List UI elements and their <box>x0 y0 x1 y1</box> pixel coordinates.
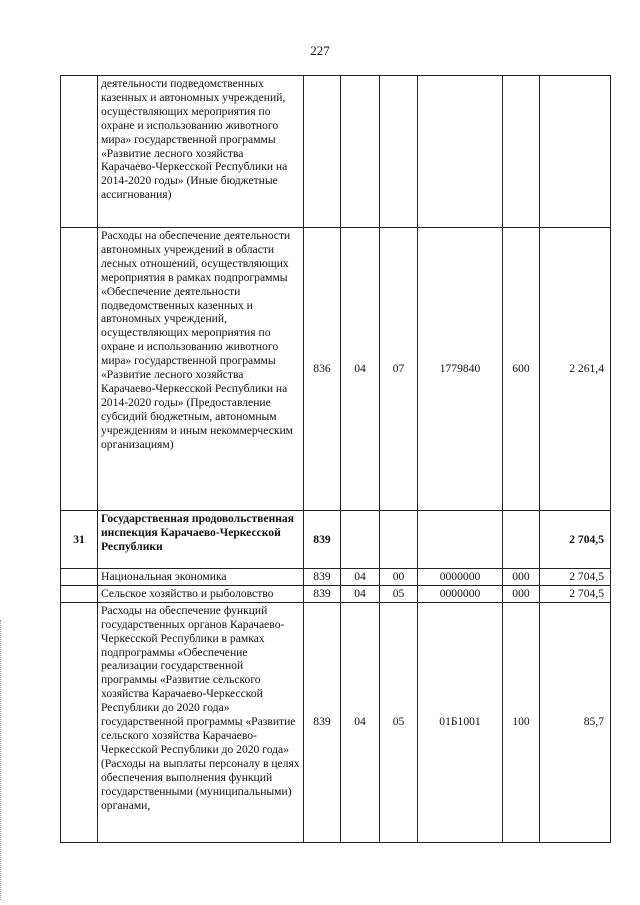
section-cell <box>341 76 380 228</box>
admin-code-cell <box>304 76 341 228</box>
row-name-cell: деятельности подведомственных казенных и автономных учреждений, осуществляющих мероприятия по охране и использованию животного мира» государственной программы «Развитие лесного хозяйства Карачаево-Черкесской Республики на 2014-2020 годы» (Иные бюджетные ассигнования) <box>98 76 304 228</box>
subsection-cell: 00 <box>380 569 418 586</box>
table-row <box>61 511 611 569</box>
row-number-cell: 31 <box>61 511 98 569</box>
row-name-cell: Государственная продовольственная инспекция Карачаево-Черкесской Республики <box>98 511 304 569</box>
subsection-cell: 07 <box>380 228 418 511</box>
subsection-cell: 05 <box>380 585 418 602</box>
section-cell: 04 <box>341 228 380 511</box>
row-name-cell: Национальная экономика <box>98 569 304 586</box>
subsection-cell: 05 <box>380 602 418 842</box>
section-cell: 04 <box>341 585 380 602</box>
amount-cell <box>540 76 611 228</box>
target-article-cell <box>418 511 503 569</box>
target-article-cell <box>418 76 503 228</box>
admin-code-cell: 839 <box>304 602 341 842</box>
amount-cell: 85,7 <box>540 602 611 842</box>
expense-type-cell <box>503 76 540 228</box>
target-article-cell: 1779840 <box>418 228 503 511</box>
expense-type-cell: 100 <box>503 602 540 842</box>
admin-code-cell: 839 <box>304 569 341 586</box>
table-row <box>61 602 611 842</box>
row-name-cell: Расходы на обеспечение деятельности автономных учреждений в области лесных отношений, осуществляющих мероприятия в рамках подпрограммы «Обеспечение деятельности подведомственных казенных и автономных учреждений, осуществляющих мероприятия по охране и использованию животного мира» государственной программы «Развитие лесного хозяйства Карачаево-Черкесской Республики на 2014-2020 годы» (Предоставление субсидий бюджетным, автономным учреждениям и иным некоммерческим организациям) <box>98 228 304 511</box>
table-row <box>61 228 611 511</box>
row-number-cell <box>61 602 98 842</box>
expense-type-cell: 000 <box>503 585 540 602</box>
row-number-cell <box>61 76 98 228</box>
section-cell: 04 <box>341 569 380 586</box>
section-cell: 04 <box>341 602 380 842</box>
page-number: 227 <box>310 43 330 58</box>
admin-code-cell: 839 <box>304 585 341 602</box>
expense-type-cell: 600 <box>503 228 540 511</box>
row-number-cell <box>61 585 98 602</box>
expense-type-cell: 000 <box>503 569 540 586</box>
scan-edge-mark <box>0 620 3 900</box>
section-cell <box>341 511 380 569</box>
row-number-cell <box>61 228 98 511</box>
amount-cell: 2 704,5 <box>540 511 611 569</box>
amount-cell: 2 704,5 <box>540 585 611 602</box>
target-article-cell: 0000000 <box>418 569 503 586</box>
admin-code-cell: 836 <box>304 228 341 511</box>
row-name-cell: Сельское хозяйство и рыболовство <box>98 585 304 602</box>
target-article-cell: 0000000 <box>418 585 503 602</box>
subsection-cell <box>380 76 418 228</box>
row-name-cell: Расходы на обеспечение функций государственных органов Карачаево-Черкесской Республики в рамках подпрограммы «Обеспечение реализации государственной программы «Развитие сельского хозяйства Карачаево-Черкесской Республики до 2020 года» государственной программы «Развитие сельского хозяйства Карачаево-Черкесской Республики до 2020 года» (Расходы на выплаты персоналу в целях обеспечения выполнения функций государственными (муниципальными) органами, <box>98 602 304 842</box>
target-article-cell: 01Б1001 <box>418 602 503 842</box>
row-number-cell <box>61 569 98 586</box>
admin-code-cell: 839 <box>304 511 341 569</box>
table-row <box>61 569 611 586</box>
amount-cell: 2 704,5 <box>540 569 611 586</box>
table-row <box>61 585 611 602</box>
table-row <box>61 76 611 228</box>
expense-type-cell <box>503 511 540 569</box>
subsection-cell <box>380 511 418 569</box>
amount-cell: 2 261,4 <box>540 228 611 511</box>
budget-table <box>60 75 611 843</box>
